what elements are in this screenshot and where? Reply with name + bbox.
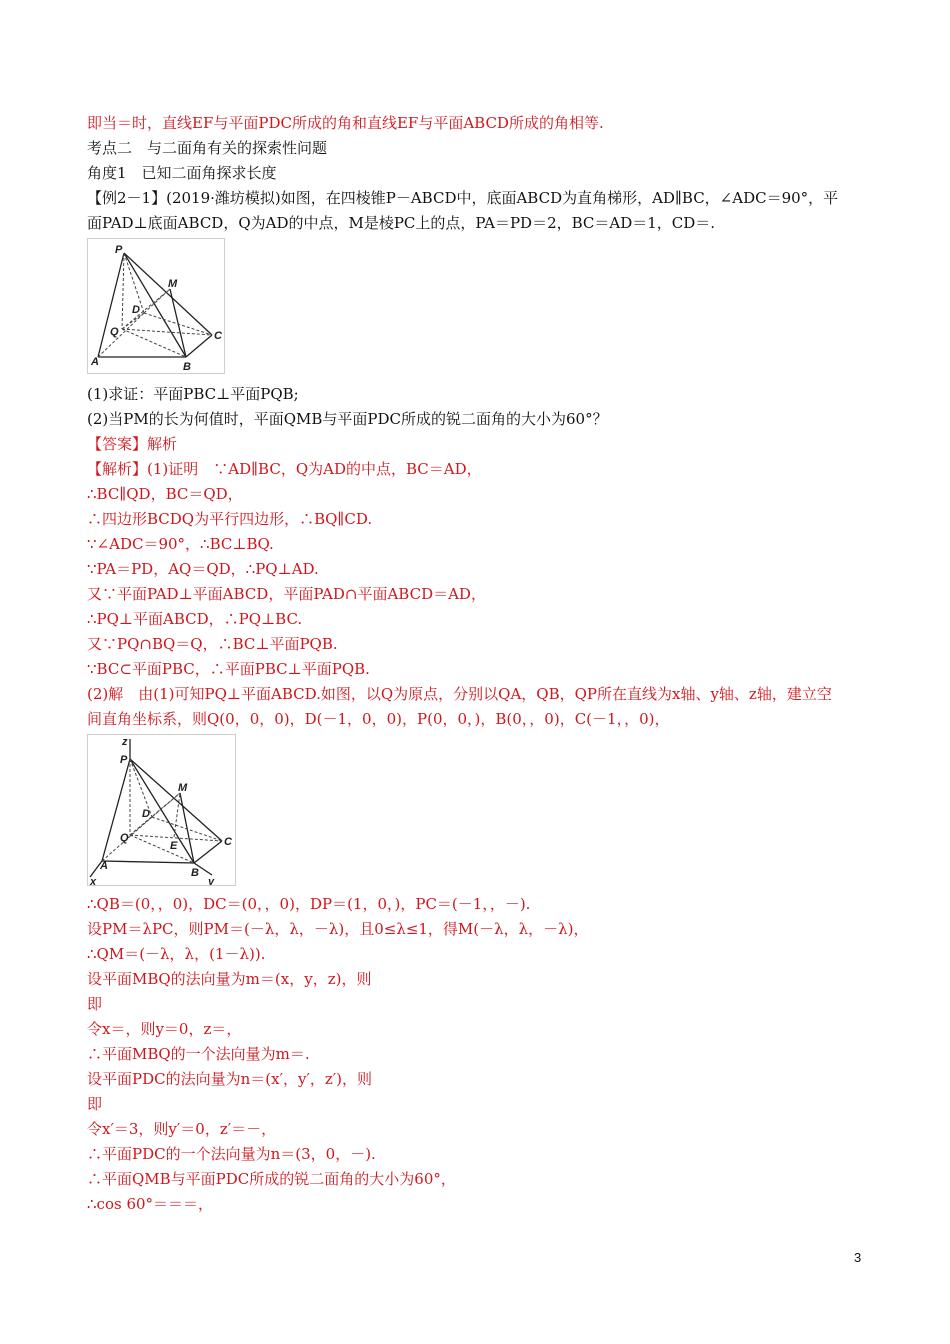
section-heading: 考点二 与二面角有关的探索性问题: [87, 139, 328, 157]
solution-line: 【解析】(1)证明 ∵AD∥BC，Q为AD的中点，BC＝AD，: [87, 460, 482, 478]
solution-line: 即: [87, 995, 103, 1013]
label-q: Q: [110, 326, 119, 338]
solution-line: ∴QM＝(－λ，λ，(1－λ)).: [87, 945, 266, 963]
solution-line: ∴PQ⊥平面ABCD，∴PQ⊥BC.: [87, 610, 303, 628]
answer-label: 【答案】解析: [87, 435, 178, 453]
solution-line: ∴BC∥QD，BC＝QD，: [87, 485, 243, 503]
label-c: C: [214, 330, 222, 342]
label-p: P: [120, 754, 128, 766]
label-y-axis: y: [208, 876, 215, 885]
solution-line: ∴平面MBQ的一个法向量为m＝.: [87, 1045, 310, 1063]
pyramid-figure-2: [87, 734, 236, 886]
pyramid-figure-1: [87, 238, 225, 374]
solution-line: ∴QB＝(0，，0)，DC＝(0，，0)，DP＝(1，0，)，PC＝(－1，，－).: [87, 895, 531, 913]
solution-line: (2)解 由(1)可知PQ⊥平面ABCD.如图，以Q为原点，分别以QA，QB，QP所在直线为x轴、y轴、z轴，建立空: [87, 685, 832, 703]
label-a: A: [91, 356, 99, 368]
solution-line: ∵∠ADC＝90°，∴BC⊥BQ.: [87, 535, 274, 553]
solution-line: 即: [87, 1095, 103, 1113]
question-1: (1)求证：平面PBC⊥平面PQB;: [87, 385, 299, 403]
solution-line: ∵PA＝PD，AQ＝QD，∴PQ⊥AD.: [87, 560, 319, 578]
solution-line: ∵BC⊂平面PBC，∴平面PBC⊥平面PQB.: [87, 660, 370, 678]
solution-line: 又∵平面PAD⊥平面ABCD，平面PAD∩平面ABCD＝AD，: [87, 585, 486, 603]
label-b: B: [191, 867, 199, 879]
label-q: Q: [120, 832, 129, 844]
pyramid-diagram-1: [88, 239, 224, 373]
solution-line: 设平面MBQ的法向量为m＝(x，y，z)，则: [87, 970, 372, 988]
label-e: E: [170, 840, 178, 852]
solution-line: 设PM＝λPC，则PM＝(－λ，λ，－λ)，且0≤λ≤1，得M(－λ，λ，－λ)，: [87, 920, 589, 938]
solution-line: 令x′＝3，则y′＝0，z′＝－，: [87, 1120, 277, 1138]
pyramid-diagram-2: [88, 735, 235, 885]
question-2: (2)当PM的长为何值时，平面QMB与平面PDC所成的锐二面角的大小为60°？: [87, 410, 608, 428]
solution-line: ∴四边形BCDQ为平行四边形，∴BQ∥CD.: [87, 510, 373, 528]
label-m: M: [168, 278, 178, 290]
text-line: 即当＝时，直线EF与平面PDC所成的角和直线EF与平面ABCD所成的角相等.: [87, 114, 604, 132]
label-d: D: [132, 304, 140, 316]
page-number: 3: [854, 1250, 862, 1265]
label-m: M: [178, 782, 188, 794]
label-p: P: [115, 244, 123, 256]
label-z: z: [122, 736, 128, 748]
solution-line: ∴cos 60°＝＝＝，: [87, 1195, 214, 1213]
subsection-heading: 角度1 已知二面角探求长度: [87, 164, 277, 182]
solution-line: ∴平面QMB与平面PDC所成的锐二面角的大小为60°，: [87, 1170, 456, 1188]
solution-line: ∴平面PDC的一个法向量为n＝(3，0，－).: [87, 1145, 376, 1163]
label-d: D: [142, 808, 150, 820]
text-line: 面PAD⊥底面ABCD，Q为AD的中点，M是棱PC上的点，PA＝PD＝2，BC＝AD＝1，CD＝.: [87, 214, 716, 232]
label-b: B: [183, 361, 191, 373]
label-c: C: [224, 836, 232, 848]
solution-line: 间直角坐标系，则Q(0，0，0)，D(－1，0，0)，P(0，0，)，B(0，，0)，C(－1，，0)，: [87, 710, 670, 728]
label-x-axis: x: [90, 876, 97, 885]
solution-line: 又∵PQ∩BQ＝Q，∴BC⊥平面PQB.: [87, 635, 338, 653]
solution-line: 令x＝，则y＝0，z＝，: [87, 1020, 242, 1038]
solution-line: 设平面PDC的法向量为n＝(x′，y′，z′)，则: [87, 1070, 373, 1088]
text-line: 【例2－1】(2019·潍坊模拟)如图，在四棱锥P－ABCD中，底面ABCD为直角梯形，AD∥BC，∠ADC＝90°，平: [87, 189, 839, 207]
label-a: A: [100, 860, 108, 872]
